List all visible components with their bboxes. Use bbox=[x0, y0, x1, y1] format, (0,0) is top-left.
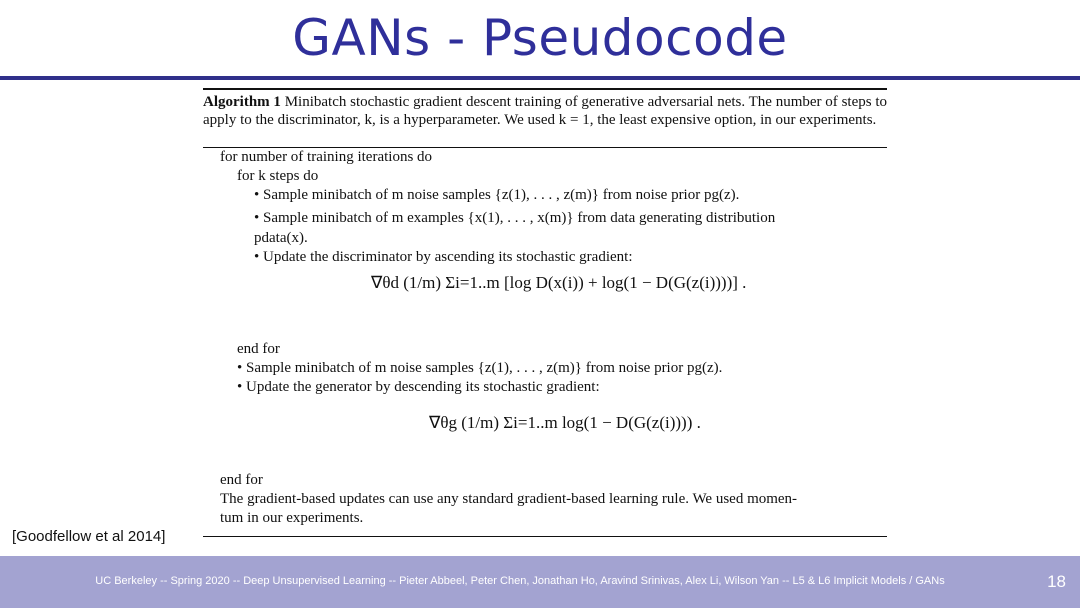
for-inner-line: for k steps do bbox=[237, 168, 319, 184]
d-update-line: • Update the discriminator by ascending its stochastic gradient: bbox=[254, 249, 633, 265]
d-sample-data-line-2: pdata(x). bbox=[254, 230, 308, 246]
end-for-inner-line: end for bbox=[237, 341, 280, 357]
algorithm-caption-text: Minibatch stochastic gradient descent training of generative adversarial nets. The number of steps to apply to the discriminator, k, is a hyperparameter. We used k = 1, the least expensive option, in our experiments. bbox=[203, 94, 888, 128]
algorithm-label: Algorithm 1 bbox=[203, 94, 281, 110]
d-sample-noise-line: • Sample minibatch of m noise samples {z(1), . . . , z(m)} from noise prior pg(z). bbox=[254, 187, 740, 203]
algorithm-bottom-rule bbox=[203, 536, 887, 537]
generator-gradient-equation: ∇θg (1/m) Σi=1..m log(1 − D(G(z(i)))) . bbox=[429, 413, 701, 432]
page-number: 18 bbox=[1047, 572, 1066, 591]
algorithm-caption bbox=[203, 93, 887, 129]
footer-bar bbox=[0, 556, 1080, 608]
for-outer-line: for number of training iterations do bbox=[220, 149, 433, 165]
discriminator-gradient-equation: ∇θd (1/m) Σi=1..m [log D(x(i)) + log(1 − D(G(z(i))))] . bbox=[371, 273, 747, 292]
algorithm-top-rule bbox=[203, 88, 887, 90]
note-line-2: tum in our experiments. bbox=[220, 510, 364, 526]
g-update-line: • Update the generator by descending its stochastic gradient: bbox=[237, 379, 600, 395]
slide-title: GANs - Pseudocode bbox=[292, 9, 788, 67]
d-sample-data-line: • Sample minibatch of m examples {x(1), . . . , x(m)} from data generating distribution bbox=[254, 210, 776, 226]
footer-text: UC Berkeley -- Spring 2020 -- Deep Unsupervised Learning -- Pieter Abbeel, Peter Chen, Jonathan Ho, Aravind Srinivas, Alex Li, Wilson Yan -- L5 & L6 Implicit Models / GANs bbox=[95, 575, 945, 587]
title-divider bbox=[0, 76, 1080, 80]
note-line-1: The gradient-based updates can use any standard gradient-based learning rule. We used momen- bbox=[220, 491, 798, 507]
citation: [Goodfellow et al 2014] bbox=[12, 528, 166, 545]
end-for-outer-line: end for bbox=[220, 472, 263, 488]
g-sample-noise-line: • Sample minibatch of m noise samples {z(1), . . . , z(m)} from noise prior pg(z). bbox=[237, 360, 723, 376]
